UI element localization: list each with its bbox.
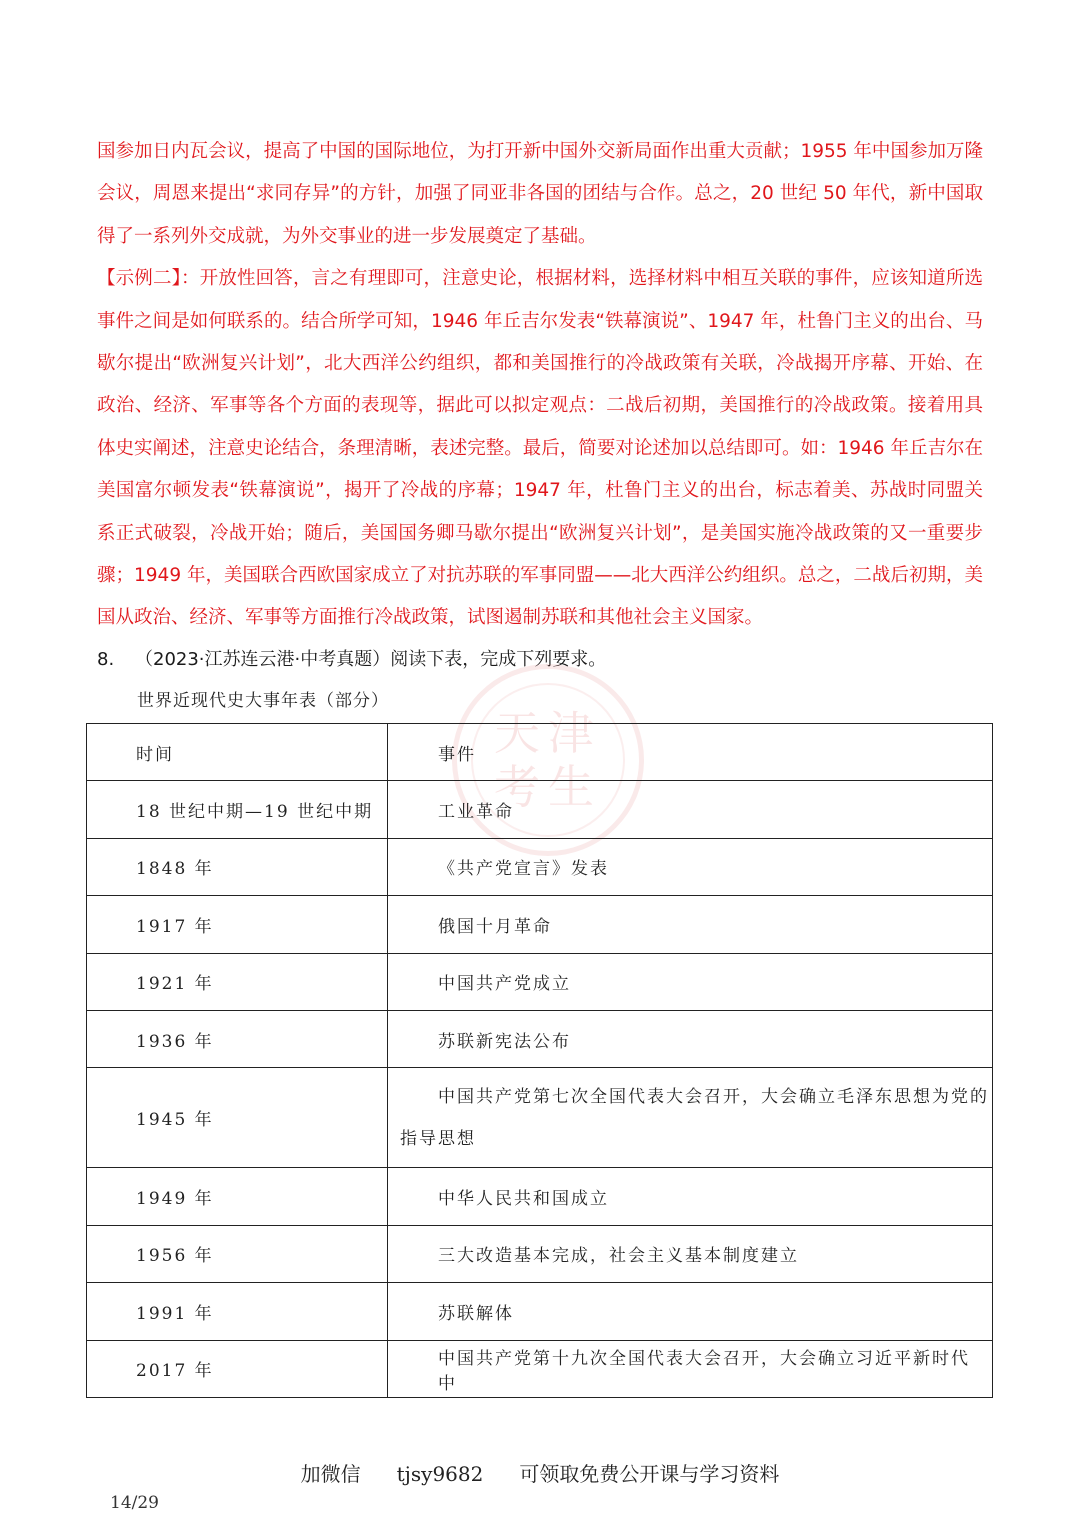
table-row [87, 1340, 993, 1397]
row-time: 1949 年 [87, 1168, 388, 1225]
row-event: 苏联新宪法公布 [388, 1010, 993, 1067]
row-time: 18 世纪中期—19 世纪中期 [87, 781, 388, 838]
answer-paragraph-2 [97, 258, 983, 640]
watermark-line1: 天津 [494, 706, 602, 760]
row-time: 1917 年 [87, 896, 388, 953]
example-tag: 【示例二】 [97, 268, 182, 290]
row-event-line2: 指导思想 [400, 1128, 476, 1149]
question-text: （2023·江苏连云港·中考真题）阅读下表，完成下列要求。 [135, 649, 607, 670]
footer-wechat-id: tjsy9682 [396, 1462, 484, 1486]
table-row [87, 781, 993, 838]
answer-text [97, 131, 983, 640]
header-event: 事件 [388, 724, 993, 781]
table-row [87, 1010, 993, 1067]
question-8 [97, 642, 997, 678]
table-row [87, 1168, 993, 1225]
table-caption: 世界近现代史大事年表（部分） [137, 691, 389, 711]
row-event: 中国共产党成立 [388, 953, 993, 1010]
table-row [87, 953, 993, 1010]
answer-paragraph-1: 国参加日内瓦会议，提高了中国的国际地位，为打开新中国外交新局面作出重大贡献；1955 年中国参加万隆会议，周恩来提出“求同存异”的方针，加强了同亚非各国的团结与合作。总之，20 世纪 50 年代，新中国取得了一系列外交成就，为外交事业的进一步发展奠定了基础。 [97, 141, 983, 247]
table-row [87, 1283, 993, 1340]
events-table [86, 723, 993, 1398]
row-event [388, 1068, 993, 1168]
watermark-line2: 考生 [494, 760, 602, 814]
row-time: 1848 年 [87, 838, 388, 895]
row-time: 1921 年 [87, 953, 388, 1010]
page-number: 14/29 [110, 1493, 159, 1513]
table-row [87, 896, 993, 953]
footer-suffix: 可领取免费公开课与学习资料 [519, 1462, 780, 1486]
row-time: 1945 年 [87, 1068, 388, 1168]
row-event: 俄国十月革命 [388, 896, 993, 953]
table-row [87, 838, 993, 895]
footer-promo [0, 1458, 1080, 1487]
table-row [87, 1068, 993, 1168]
row-time: 1956 年 [87, 1225, 388, 1282]
row-event-line1: 中国共产党第七次全国代表大会召开，大会确立毛泽东思想为党的 [438, 1086, 989, 1107]
question-number: 8. [97, 649, 115, 670]
row-event: 中国共产党第十九次全国代表大会召开，大会确立习近平新时代中 [388, 1340, 993, 1397]
row-event: 苏联解体 [388, 1283, 993, 1340]
header-time: 时间 [87, 724, 388, 781]
row-time: 2017 年 [87, 1340, 388, 1397]
row-time: 1991 年 [87, 1283, 388, 1340]
table-header-row [87, 724, 993, 781]
table-row [87, 1225, 993, 1282]
answer-paragraph-2-body: ：开放性回答，言之有理即可，注意史论，根据材料，选择材料中相互关联的事件，应该知道所选事件之间是如何联系的。结合所学可知，1946 年丘吉尔发表“铁幕演说”、1947 年，杜鲁门主义的出台、马歇尔提出“欧洲复兴计划”，北大西洋公约组织，都和美国推行的冷战政策有关联，冷战揭开序幕、开始、在政治、经济、军事等各个方面的表现等，据此可以拟定观点：二战后初期，美国推行的冷战政策。接着用具体史实阐述，注意史论结合，条理清晰，表述完整。最后，简要对论述加以总结即可。如：1946 年丘吉尔在美国富尔顿发表“铁幕演说”，揭开了冷战的序幕；1947 年，杜鲁门主义的出台，标志着美、苏战时同盟关系正式破裂，冷战开始；随后，美国国务卿马歇尔提出“欧洲复兴计划”，是美国实施冷战政策的又一重要步骤；1949 年，美国联合西欧国家成立了对抗苏联的军事同盟——北大西洋公约组织。总之，二战后初期，美国从政治、经济、军事等方面推行冷战政策，试图遏制苏联和其他社会主义国家。 [97, 268, 983, 629]
row-event: 中华人民共和国成立 [388, 1168, 993, 1225]
row-event: 三大改造基本完成，社会主义基本制度建立 [388, 1225, 993, 1282]
row-time: 1936 年 [87, 1010, 388, 1067]
footer-prefix: 加微信 [300, 1462, 361, 1486]
row-event: 工业革命 [388, 781, 993, 838]
row-event: 《共产党宣言》发表 [388, 838, 993, 895]
